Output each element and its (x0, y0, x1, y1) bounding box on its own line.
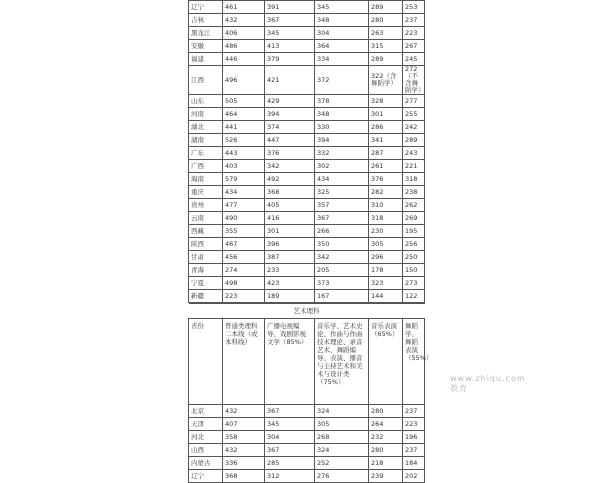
score-cell: 289 (369, 53, 403, 66)
score-cell: 367 (265, 14, 315, 27)
score-cell: 305 (315, 418, 369, 431)
score-cell: 492 (265, 173, 315, 186)
score-cell: 394 (265, 108, 315, 121)
score-cell: 429 (265, 95, 315, 108)
score-cell: 261 (369, 160, 403, 173)
table-row (189, 277, 425, 290)
score-cell: 357 (315, 199, 369, 212)
score-cell: 256 (403, 238, 425, 251)
score-cell: 301 (369, 108, 403, 121)
score-cell: 205 (315, 264, 369, 277)
score-table-sheet (188, 0, 526, 480)
score-cell: 432 (223, 14, 265, 27)
province-cell: 内蒙古 (189, 457, 223, 470)
score-cell: 341 (369, 134, 403, 147)
score-cell: 355 (223, 225, 265, 238)
table-row (189, 121, 425, 134)
score-cell: 243 (403, 147, 425, 160)
score-cell: 446 (223, 53, 265, 66)
score-cell: 189 (265, 290, 315, 303)
score-cell: 416 (265, 212, 315, 225)
table-row (189, 108, 425, 121)
score-cell: 195 (403, 225, 425, 238)
score-cell: 441 (223, 121, 265, 134)
province-cell: 河北 (189, 431, 223, 444)
table-row (189, 444, 425, 457)
score-cell: 253 (403, 1, 425, 14)
score-cell: 405 (265, 199, 315, 212)
province-cell: 宁夏 (189, 277, 223, 290)
score-cell: 376 (369, 173, 403, 186)
score-cell: 301 (265, 225, 315, 238)
province-cell: 吉林 (189, 14, 223, 27)
score-cell: 245 (403, 53, 425, 66)
table-row (189, 418, 425, 431)
science-score-table (188, 0, 425, 303)
province-cell: 广东 (189, 147, 223, 160)
table-row (189, 457, 425, 470)
arts-science-table (188, 303, 433, 483)
table-row (189, 14, 425, 27)
score-cell: 372 (315, 66, 369, 95)
score-cell: 289 (403, 134, 425, 147)
table-row (189, 27, 425, 40)
province-cell: 山西 (189, 444, 223, 457)
header-dance: 舞蹈学、舞蹈表演（55%） (403, 319, 425, 405)
table-row (189, 53, 425, 66)
header-music-performance: 音乐表演（65%） (369, 319, 403, 405)
score-cell: 443 (223, 147, 265, 160)
score-cell: 289 (369, 1, 403, 14)
score-cell: 223 (403, 27, 425, 40)
score-cell: 579 (223, 173, 265, 186)
score-cell: 498 (223, 277, 265, 290)
score-cell: 348 (315, 108, 369, 121)
table-row (189, 1, 425, 14)
score-cell: 456 (223, 251, 265, 264)
score-cell: 233 (265, 264, 315, 277)
score-cell: 505 (223, 95, 265, 108)
score-cell: 223 (223, 290, 265, 303)
score-cell: 323 (369, 277, 403, 290)
score-cell: 348 (315, 14, 369, 27)
table-row (189, 160, 425, 173)
score-cell: 280 (369, 14, 403, 27)
province-cell: 安徽 (189, 40, 223, 53)
province-cell: 陕西 (189, 238, 223, 251)
score-cell: 336 (223, 457, 265, 470)
score-cell: 325 (315, 186, 369, 199)
score-cell: 368 (223, 470, 265, 483)
province-cell: 重庆 (189, 186, 223, 199)
score-cell: 367 (315, 212, 369, 225)
header-broadcast: 广播电视编导、戏剧影视文学（85%） (265, 319, 315, 405)
score-cell: 178 (369, 264, 403, 277)
score-cell: 304 (265, 431, 315, 444)
province-cell: 天津 (189, 418, 223, 431)
header-music-art: 音乐学、艺术史论、作曲与作曲技术理论、录音艺术、舞蹈编导、表演、播音与主持艺术和美术与设计类（75%） (315, 319, 369, 405)
score-cell: 273 (403, 277, 425, 290)
score-cell: 202 (403, 470, 425, 483)
score-cell: 285 (265, 457, 315, 470)
province-cell: 北京 (189, 405, 223, 418)
score-cell: 467 (223, 238, 265, 251)
score-cell: 413 (265, 40, 315, 53)
score-cell: 232 (369, 431, 403, 444)
score-cell: 277 (403, 95, 425, 108)
table-row (189, 238, 425, 251)
score-cell: 464 (223, 108, 265, 121)
score-cell: 367 (265, 405, 315, 418)
score-cell: 379 (265, 53, 315, 66)
province-cell: 西藏 (189, 225, 223, 238)
score-cell: 296 (369, 251, 403, 264)
score-cell: 358 (223, 431, 265, 444)
score-cell: 396 (265, 238, 315, 251)
section-title: 艺术理科 (189, 304, 425, 319)
score-cell: 266 (315, 225, 369, 238)
score-cell: 378 (315, 95, 369, 108)
score-cell: 150 (403, 264, 425, 277)
score-cell: 364 (315, 40, 369, 53)
score-cell: 221 (403, 160, 425, 173)
table-row (189, 225, 425, 238)
province-cell: 江西 (189, 66, 223, 95)
score-cell: 434 (315, 173, 369, 186)
score-cell: 252 (315, 457, 369, 470)
header-province: 省份 (189, 319, 223, 405)
score-cell: 238 (403, 186, 425, 199)
score-cell: 345 (265, 27, 315, 40)
score-cell: 407 (223, 418, 265, 431)
score-cell: 403 (223, 160, 265, 173)
score-cell: 230 (369, 225, 403, 238)
table-row (189, 431, 425, 444)
table-row (189, 251, 425, 264)
score-cell: 486 (223, 40, 265, 53)
score-cell: 332 (315, 147, 369, 160)
table-row (189, 134, 425, 147)
province-cell: 新疆 (189, 290, 223, 303)
score-cell: 282 (369, 186, 403, 199)
score-cell: 262 (403, 199, 425, 212)
score-cell: 477 (223, 199, 265, 212)
score-cell: 406 (223, 27, 265, 40)
score-cell: 312 (265, 470, 315, 483)
score-cell: 242 (403, 121, 425, 134)
province-cell: 青海 (189, 264, 223, 277)
score-cell: 280 (369, 444, 403, 457)
score-cell: 387 (265, 251, 315, 264)
score-cell: 350 (315, 238, 369, 251)
score-cell: 287 (369, 147, 403, 160)
province-cell: 福建 (189, 53, 223, 66)
score-cell: 144 (369, 290, 403, 303)
score-cell: 250 (403, 251, 425, 264)
section-title-row (189, 304, 425, 319)
score-cell: 423 (265, 277, 315, 290)
header-row (189, 319, 425, 405)
table-row (189, 405, 425, 418)
province-cell: 辽宁 (189, 470, 223, 483)
score-cell: 267 (403, 40, 425, 53)
score-cell: 269 (403, 212, 425, 225)
score-cell: 237 (403, 14, 425, 27)
province-cell: 海南 (189, 173, 223, 186)
table-row (189, 66, 425, 95)
table-row (189, 470, 425, 483)
score-cell: 237 (403, 405, 425, 418)
score-cell: 122 (403, 290, 425, 303)
score-cell: 526 (223, 134, 265, 147)
score-cell: 334 (315, 53, 369, 66)
province-cell: 湖南 (189, 134, 223, 147)
score-cell: 376 (265, 147, 315, 160)
table-row (189, 147, 425, 160)
table-row (189, 173, 425, 186)
province-cell: 山东 (189, 95, 223, 108)
score-cell: 432 (223, 405, 265, 418)
score-cell: 421 (265, 66, 315, 95)
score-cell: 272（不含舞蹈学） (403, 66, 425, 95)
score-cell: 304 (315, 27, 369, 40)
table-row (189, 40, 425, 53)
score-cell: 268 (315, 431, 369, 444)
table-row (189, 290, 425, 303)
score-cell: 345 (315, 1, 369, 14)
table-row (189, 95, 425, 108)
province-cell: 云南 (189, 212, 223, 225)
score-cell: 373 (315, 277, 369, 290)
score-cell: 461 (223, 1, 265, 14)
score-cell: 374 (265, 121, 315, 134)
score-cell: 368 (265, 186, 315, 199)
score-cell: 496 (223, 66, 265, 95)
score-cell: 328 (369, 95, 403, 108)
score-cell: 490 (223, 212, 265, 225)
score-cell: 255 (403, 108, 425, 121)
score-cell: 218 (369, 457, 403, 470)
score-cell: 196 (403, 431, 425, 444)
province-cell: 湖北 (189, 121, 223, 134)
score-cell: 447 (265, 134, 315, 147)
table-row (189, 264, 425, 277)
score-cell: 330 (315, 121, 369, 134)
score-cell: 276 (315, 470, 369, 483)
score-cell: 342 (265, 160, 315, 173)
score-cell: 391 (265, 1, 315, 14)
score-cell: 239 (369, 470, 403, 483)
province-cell: 黑龙江 (189, 27, 223, 40)
province-cell: 辽宁 (189, 1, 223, 14)
score-cell: 310 (369, 199, 403, 212)
province-cell: 贵州 (189, 199, 223, 212)
score-cell: 434 (223, 186, 265, 199)
score-cell: 302 (315, 160, 369, 173)
score-cell: 322（含舞蹈学） (369, 66, 403, 95)
score-cell: 318 (403, 173, 425, 186)
score-cell: 432 (223, 444, 265, 457)
score-cell: 318 (369, 212, 403, 225)
table-row (189, 186, 425, 199)
table-row (189, 199, 425, 212)
score-cell: 280 (369, 405, 403, 418)
province-cell: 广西 (189, 160, 223, 173)
header-regular-line: 普通类理科二本线（或本科线） (223, 319, 265, 405)
score-cell: 367 (265, 444, 315, 457)
score-cell: 263 (369, 27, 403, 40)
score-cell: 237 (403, 444, 425, 457)
score-cell: 274 (223, 264, 265, 277)
table-row (189, 212, 425, 225)
score-cell: 345 (265, 418, 315, 431)
score-cell: 324 (315, 405, 369, 418)
score-cell: 184 (403, 457, 425, 470)
score-cell: 167 (315, 290, 369, 303)
score-cell: 394 (315, 134, 369, 147)
score-cell: 286 (369, 121, 403, 134)
province-cell: 河南 (189, 108, 223, 121)
score-cell: 264 (369, 418, 403, 431)
province-cell: 甘肃 (189, 251, 223, 264)
watermark: www.zhiqu.com 教育 (450, 374, 526, 393)
score-cell: 324 (315, 444, 369, 457)
score-cell: 223 (403, 418, 425, 431)
score-cell: 315 (369, 40, 403, 53)
score-cell: 305 (369, 238, 403, 251)
score-cell: 342 (315, 251, 369, 264)
